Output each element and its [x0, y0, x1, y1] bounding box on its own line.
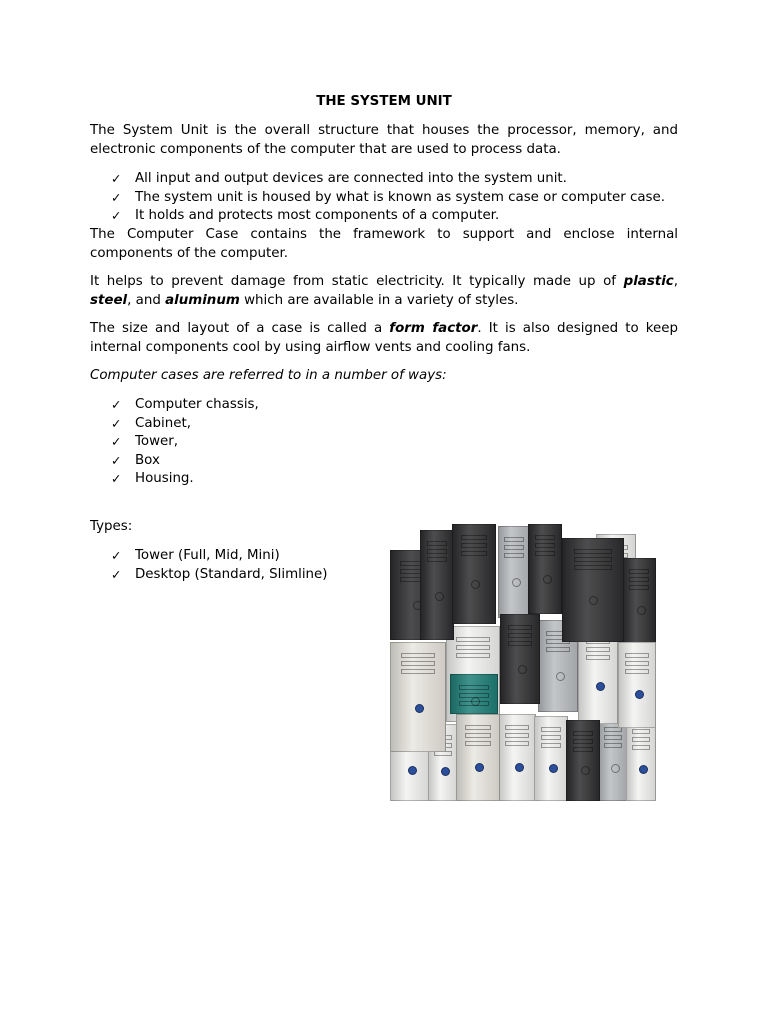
computer-case-picture: [534, 716, 568, 801]
drive-bay: [427, 541, 447, 546]
types-heading: Types:: [90, 519, 133, 534]
drive-bay: [574, 565, 612, 570]
static-electricity-paragraph: It helps to prevent damage from static electricity. It typically made up of plastic, steel, and aluminum which are available in a variety of styles.: [90, 274, 678, 308]
computer-case-picture: [618, 642, 656, 728]
drive-bay: [504, 537, 523, 542]
power-button-icon: [471, 580, 480, 589]
power-button-icon: [611, 764, 620, 773]
computer-case-picture: [456, 714, 500, 801]
drive-bay: [401, 669, 436, 674]
list-item: ✓ Tower (Full, Mid, Mini): [90, 547, 328, 566]
power-button-icon: [556, 672, 565, 681]
drive-bay: [508, 625, 532, 630]
computer-case-paragraph: The Computer Case contains the framework to support and enclose internal components of the computer.: [90, 227, 678, 261]
list-item: ✓ It holds and protects most components of a computer.: [90, 207, 665, 226]
drive-bay: [461, 551, 488, 556]
drive-bay: [401, 653, 436, 658]
checkmark-icon: ✓: [111, 566, 122, 582]
power-button-icon: [635, 690, 644, 699]
drive-bay: [574, 549, 612, 554]
list-item: ✓ All input and output devices are connected into the system unit.: [90, 170, 665, 189]
computer-case-picture: [562, 538, 624, 642]
power-button-icon: [512, 578, 521, 587]
drive-bay: [604, 743, 622, 748]
list-item: ✓ Desktop (Standard, Slimline): [90, 566, 328, 585]
checkmark-icon: ✓: [111, 208, 122, 224]
drive-bay: [505, 725, 528, 730]
power-button-icon: [589, 596, 598, 605]
drive-bay: [427, 549, 447, 554]
drive-bay: [629, 585, 649, 590]
form-factor-term: form factor: [389, 321, 478, 336]
drive-bay: [541, 743, 561, 748]
list-item: ✓ Cabinet,: [90, 415, 259, 434]
power-button-icon: [549, 764, 558, 773]
drive-bay: [535, 551, 555, 556]
drive-bay: [535, 543, 555, 548]
power-button-icon: [639, 765, 648, 774]
system-unit-facts-list: [90, 170, 665, 226]
drive-bay: [632, 737, 650, 742]
power-button-icon: [518, 665, 527, 674]
computer-case-picture: [598, 716, 628, 801]
computer-case-picture: [500, 614, 540, 704]
drive-bay: [586, 655, 610, 660]
list-item: ✓ Housing.: [90, 470, 259, 489]
checkmark-icon: ✓: [111, 189, 122, 205]
intro-paragraph: The System Unit is the overall structure that houses the processor, memory, and electronic components of the computer that are used to process data.: [90, 123, 678, 157]
list-item: ✓ Tower,: [90, 433, 259, 452]
checkmark-icon: ✓: [111, 471, 122, 487]
computer-case-picture: [498, 526, 530, 618]
computer-case-picture: [390, 642, 446, 752]
drive-bay: [541, 727, 561, 732]
power-button-icon: [435, 592, 444, 601]
steel-term: steel: [90, 292, 128, 308]
case-types-list: [90, 547, 328, 584]
power-button-icon: [515, 763, 524, 772]
drive-bay: [505, 741, 528, 746]
drive-bay: [625, 661, 648, 666]
power-button-icon: [543, 575, 552, 584]
drive-bay: [573, 731, 593, 736]
drive-bay: [465, 741, 492, 746]
computer-case-picture: [626, 718, 656, 801]
checkmark-icon: ✓: [111, 434, 122, 450]
drive-bay: [546, 647, 570, 652]
form-factor-paragraph: The size and layout of a case is called a form factor. It is also designed to keep internal components cool by using airflow vents and cooling fans.: [90, 321, 679, 355]
drive-bay: [465, 733, 492, 738]
list-item: ✓ The system unit is housed by what is known as system case or computer case.: [90, 189, 665, 208]
power-button-icon: [596, 682, 605, 691]
drive-bay: [574, 557, 612, 562]
drive-bay: [632, 729, 650, 734]
drive-bay: [461, 543, 488, 548]
drive-bay: [629, 569, 649, 574]
drive-bay: [508, 641, 532, 646]
checkmark-icon: ✓: [111, 452, 122, 468]
checkmark-icon: ✓: [111, 171, 122, 186]
plastic-term: plastic: [623, 274, 674, 289]
power-button-icon: [637, 606, 646, 615]
power-button-icon: [581, 766, 590, 775]
drive-bay: [401, 661, 436, 666]
drive-bay: [632, 745, 650, 750]
drive-bay: [461, 535, 488, 540]
computer-case-picture: [450, 674, 498, 714]
power-button-icon: [408, 766, 417, 775]
aluminum-term: aluminum: [165, 292, 240, 308]
drive-bay: [508, 633, 532, 638]
drive-bay: [573, 739, 593, 744]
drive-bay: [456, 637, 489, 642]
computer-case-picture: [420, 530, 454, 640]
drive-bay: [465, 725, 492, 730]
power-button-icon: [415, 704, 424, 713]
drive-bay: [586, 647, 610, 652]
checkmark-icon: ✓: [111, 397, 122, 412]
power-button-icon: [475, 763, 484, 772]
drive-bay: [573, 747, 593, 752]
drive-bay: [604, 735, 622, 740]
drive-bay: [629, 577, 649, 582]
list-item: ✓ Computer chassis,: [90, 396, 259, 415]
drive-bay: [459, 685, 488, 690]
drive-bay: [625, 653, 648, 658]
drive-bay: [456, 653, 489, 658]
drive-bay: [456, 645, 489, 650]
drive-bay: [505, 733, 528, 738]
computer-case-picture: [452, 524, 496, 624]
checkmark-icon: ✓: [111, 415, 122, 431]
computer-cases-image: [390, 524, 656, 801]
drive-bay: [504, 553, 523, 558]
computer-case-picture: [566, 720, 600, 801]
computer-case-picture: [578, 628, 618, 724]
computer-case-picture: [498, 714, 536, 801]
computer-case-picture: [622, 558, 656, 644]
computer-case-picture: [528, 524, 562, 614]
drive-bay: [535, 535, 555, 540]
page-title: THE SYSTEM UNIT: [316, 94, 452, 109]
drive-bay: [427, 557, 447, 562]
ways-heading: Computer cases are referred to in a number of ways:: [90, 368, 447, 383]
drive-bay: [541, 735, 561, 740]
list-item: ✓ Box: [90, 452, 259, 471]
drive-bay: [625, 669, 648, 674]
drive-bay: [504, 545, 523, 550]
checkmark-icon: ✓: [111, 548, 122, 563]
power-button-icon: [441, 767, 450, 776]
case-names-list: [90, 396, 259, 489]
